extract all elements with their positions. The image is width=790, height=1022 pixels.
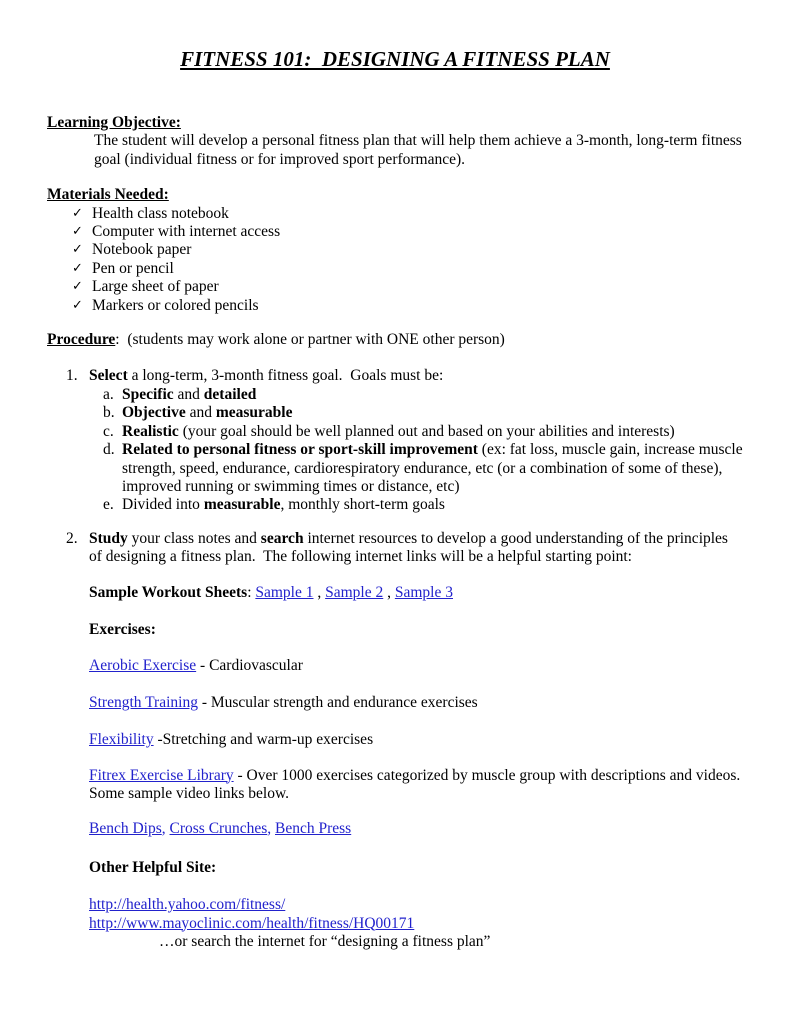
procedure-step-1c (103, 423, 743, 441)
substep-text (122, 404, 743, 422)
text-segment: (your goal should be well planned out and based on your abilities and interests) (178, 422, 675, 440)
search-hint-line: …or search the internet for “designing a fitness plan” (159, 933, 491, 950)
materials-section (47, 186, 743, 315)
materials-heading: Materials Needed: (47, 186, 169, 204)
aerobic-exercise-link[interactable]: Aerobic Exercise (89, 657, 197, 675)
learning-objective-heading: Learning Objective: (47, 114, 181, 131)
checkmark-icon: ✓ (72, 260, 83, 276)
text-segment: measurable (215, 404, 293, 422)
materials-item (72, 260, 743, 278)
procedure-step-1e (103, 496, 743, 514)
text-segment: , monthly short-term goals (280, 496, 445, 514)
other-helpful-site-heading: Other Helpful Site: (89, 858, 217, 876)
text-segment: , (267, 820, 275, 838)
learning-objective-section (47, 114, 746, 169)
text-segment: detailed (203, 385, 257, 403)
text-segment: search (260, 529, 304, 547)
materials-item-label: Markers or colored pencils (92, 296, 259, 314)
checkmark-icon: ✓ (72, 242, 83, 258)
substep-text (122, 496, 743, 514)
url-line (89, 896, 743, 914)
step-text (89, 367, 743, 385)
text-segment: : (247, 583, 256, 601)
substep-letter: a. (103, 385, 114, 403)
text-segment: and (185, 404, 216, 422)
substep-text (122, 386, 743, 404)
text-segment: Procedure (47, 331, 116, 349)
document-title-text: FITNESS 101: DESIGNING A FITNESS PLAN (180, 47, 610, 71)
text-segment: Study (89, 529, 128, 547)
text-segment: - Cardiovascular (196, 657, 303, 675)
substep-text (122, 441, 747, 496)
materials-item (72, 297, 743, 315)
procedure-heading (47, 331, 743, 349)
flexibility-link[interactable]: Flexibility (89, 731, 154, 749)
text-segment: : (students may work alone or partner with ONE other person) (115, 331, 505, 349)
step-number: 1. (66, 367, 78, 385)
substep-letter: c. (103, 422, 114, 440)
text-segment: , (383, 583, 395, 601)
url-list (89, 896, 743, 951)
sample-1-link[interactable]: Sample 1 (255, 583, 314, 601)
materials-item (72, 278, 743, 296)
learning-objective-body: The student will develop a personal fitness plan that will help them achieve a 3-month, long-term fitness goal (individual fitness or for improved sport performance). (94, 132, 746, 168)
substep-letter: e. (103, 496, 114, 514)
strength-training-link[interactable]: Strength Training (89, 693, 198, 711)
aerobic-exercise-line (89, 657, 743, 675)
mayoclinic-link[interactable]: http://www.mayoclinic.com/health/fitness/HQ00171 (89, 914, 415, 932)
materials-item-label: Pen or pencil (92, 259, 174, 277)
materials-item-label: Large sheet of paper (92, 278, 219, 296)
text-segment: Related to personal fitness or sport-skill improvement (122, 441, 478, 459)
step-text (89, 530, 743, 567)
bench-press-link[interactable]: Bench Press (275, 820, 352, 838)
bench-dips-link[interactable]: Bench Dips (89, 820, 162, 838)
materials-item-label: Health class notebook (92, 204, 229, 222)
substep-letter: d. (103, 441, 115, 459)
text-segment: Specific (122, 385, 174, 403)
text-segment: , (161, 820, 170, 838)
text-segment: measurable (203, 496, 281, 514)
text-segment: a long-term, 3-month fitness goal. Goals must be: (127, 367, 444, 385)
fitrex-exercise-library-link[interactable]: Fitrex Exercise Library (89, 766, 234, 784)
sample-workout-sheets-line (89, 584, 743, 602)
sample-3-link[interactable]: Sample 3 (394, 583, 453, 601)
materials-item (72, 205, 743, 223)
procedure-step-1d (103, 441, 747, 496)
text-segment: and (173, 385, 204, 403)
text-segment: - Muscular strength and endurance exercises (197, 693, 478, 711)
materials-item-label: Notebook paper (92, 241, 192, 259)
substep-text (122, 423, 743, 441)
text-segment: - Over 1000 exercises categorized by muscle group with descriptions and videos. Some sample video links below. (89, 766, 745, 802)
procedure-step-1b (103, 404, 743, 422)
flexibility-line (89, 731, 743, 749)
exercises-heading: Exercises: (89, 620, 156, 638)
sample-2-link[interactable]: Sample 2 (325, 583, 384, 601)
text-segment: , (313, 583, 326, 601)
yahoo-fitness-link[interactable]: http://health.yahoo.com/fitness/ (89, 896, 286, 914)
text-segment: -Stretching and warm-up exercises (153, 731, 374, 749)
materials-item (72, 223, 743, 241)
text-segment: internet resources to develop a good understanding of the principles of designing a fitness plan. The following internet links will be a helpful starting point: (89, 529, 732, 566)
video-links-line (89, 820, 743, 838)
procedure-step-1 (66, 367, 743, 385)
fitrex-library-line (89, 767, 743, 804)
text-segment: Objective (122, 404, 186, 422)
checkmark-icon: ✓ (72, 279, 83, 295)
step-number: 2. (66, 529, 78, 547)
strength-training-line (89, 694, 743, 712)
text-segment: Sample Workout Sheets (89, 583, 248, 601)
text-segment: your class notes and (127, 529, 261, 547)
text-segment: Divided into (122, 496, 204, 514)
checkmark-icon: ✓ (72, 205, 83, 221)
procedure-step-1a (103, 386, 743, 404)
text-segment: Realistic (122, 422, 179, 440)
materials-item-label: Computer with internet access (92, 223, 281, 241)
checkmark-icon: ✓ (72, 297, 83, 313)
substep-letter: b. (103, 404, 115, 422)
document-title (47, 46, 743, 72)
text-segment: (ex: fat loss, muscle gain, increase muscle strength, speed, endurance, cardiorespiratory endurance, etc (or a combination of some of these), improved running or swimming times or distance, etc) (122, 441, 747, 495)
procedure-step-2 (66, 530, 743, 567)
materials-item (72, 241, 743, 259)
cross-crunches-link[interactable]: Cross Crunches (169, 820, 268, 838)
url-line (89, 915, 743, 933)
text-segment: Select (89, 367, 128, 385)
checkmark-icon: ✓ (72, 224, 83, 240)
